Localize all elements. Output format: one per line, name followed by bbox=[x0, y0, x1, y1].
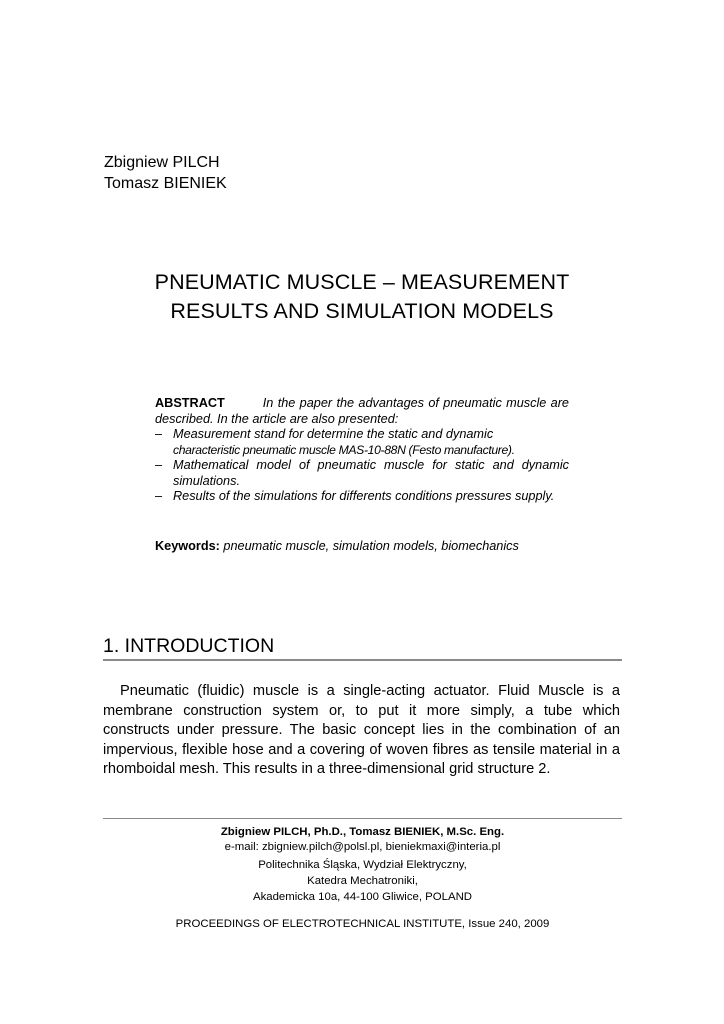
intro-paragraph: Pneumatic (fluidic) muscle is a single-acting actuator. Fluid Muscle is a membrane construction system or, to put it more simply, a tube which constructs under pressure. The basic concept lies in the combination of an impervious, flexible hose and a covering of woven fibres as tensile material in a rhomboidal mesh. This results in a three-dimensional grid structure 2. bbox=[103, 683, 620, 778]
footer-divider bbox=[103, 818, 622, 819]
affiliation-line: Katedra Mechatroniki, bbox=[307, 874, 418, 887]
keywords-text: pneumatic muscle, simulation models, biomechanics bbox=[223, 539, 519, 553]
abstract-item-text: Mathematical model of pneumatic muscle for static and dynamic simulations. bbox=[173, 458, 569, 488]
bullet-dash: – bbox=[155, 427, 163, 441]
abstract-label: ABSTRACT bbox=[155, 396, 225, 410]
section-heading: 1. INTRODUCTION bbox=[103, 635, 275, 657]
bullet-dash: – bbox=[155, 489, 163, 503]
abstract-item-text: Measurement stand for determine the static and dynamic bbox=[173, 427, 494, 441]
abstract-lead bbox=[155, 396, 569, 427]
abstract-list-item bbox=[155, 489, 569, 505]
abstract-list-item bbox=[155, 458, 569, 489]
author-list bbox=[104, 152, 227, 194]
affiliation-line: Politechnika Śląska, Wydział Elektryczny, bbox=[258, 859, 467, 871]
keywords-line bbox=[155, 539, 519, 553]
abstract-block bbox=[155, 396, 569, 505]
section-divider bbox=[103, 659, 622, 661]
footer-authors: Zbigniew PILCH, Ph.D., Tomasz BIENIEK, M.Sc. Eng. bbox=[220, 826, 505, 838]
affiliation-line: Akademicka 10a, 44-100 Gliwice, POLAND bbox=[252, 890, 473, 903]
keywords-label: Keywords: bbox=[155, 539, 220, 553]
footer-email: e-mail: zbigniew.pilch@polsl.pl, bieniekmaxi@interia.pl bbox=[224, 841, 501, 853]
author-name: Zbigniew PILCH bbox=[104, 154, 220, 171]
abstract-item-text: Results of the simulations for differents conditions pressures supply. bbox=[173, 489, 555, 503]
abstract-list bbox=[155, 427, 569, 505]
footer-contact bbox=[103, 825, 622, 855]
abstract-item-text: characteristic pneumatic muscle MAS-10-88N (Festo manufacture). bbox=[173, 442, 515, 457]
proceedings-line: PROCEEDINGS OF ELECTROTECHNICAL INSTITUTE, Issue 240, 2009 bbox=[175, 918, 550, 930]
abstract-text: In the paper the advantages of pneumatic muscle are described. In the article are also presented: bbox=[155, 396, 569, 426]
paper-title-line: RESULTS AND SIMULATION MODELS bbox=[170, 299, 554, 323]
paper-title bbox=[104, 268, 620, 326]
bullet-dash: – bbox=[155, 458, 163, 472]
paper-title-line: PNEUMATIC MUSCLE – MEASUREMENT bbox=[154, 270, 570, 294]
abstract-list-item bbox=[155, 427, 569, 458]
author-name: Tomasz BIENIEK bbox=[104, 175, 227, 192]
footer-affiliation bbox=[103, 858, 622, 905]
